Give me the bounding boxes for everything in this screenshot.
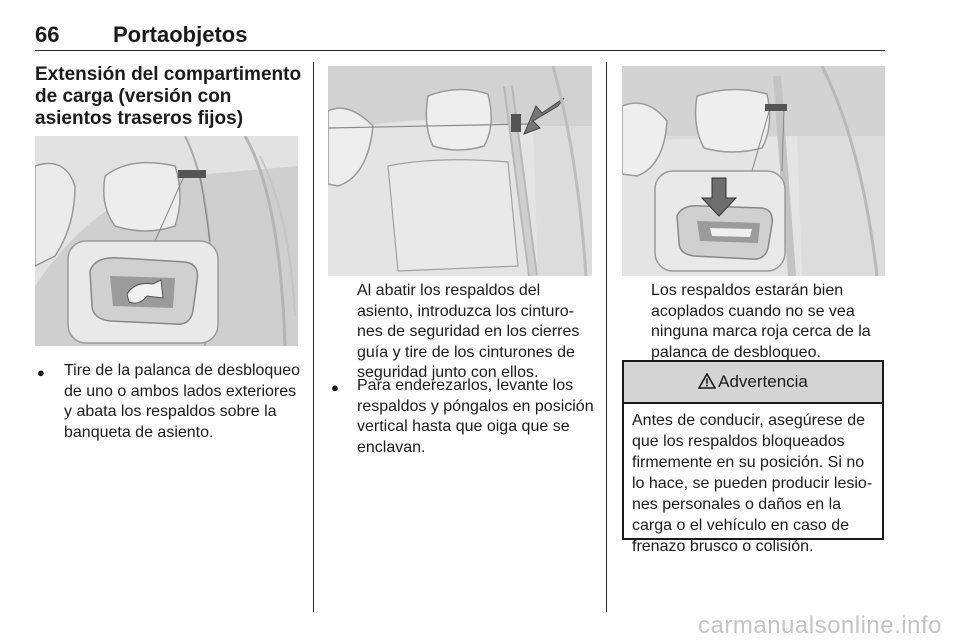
watermark: carmanualsonline.info xyxy=(698,612,942,639)
figure-release-lever xyxy=(35,136,298,346)
figure-seat-belt xyxy=(328,66,592,276)
page-number: 66 xyxy=(35,22,60,47)
warning-text: Antes de conducir, asegúrese de que los respaldos bloqueados firmemente en su posición. Si no lo hace, se pueden producir lesio-nes personales o daños en la carga o el vehículo en caso de frenazo brusco o colisión. xyxy=(632,412,873,555)
bullet-dot: ● xyxy=(37,365,45,380)
column-divider xyxy=(313,62,314,612)
paragraph-latched: Los respaldos estarán bien acoplados cuando no se vea ninguna marca roja cerca de la palanca de desbloqueo. xyxy=(651,282,871,361)
instruction-bullet: Para enderezarlos, levante los respaldos y póngalos en posición vertical hasta que oiga que se enclavan. xyxy=(357,377,594,456)
bullet-dot: ● xyxy=(331,380,339,395)
section-title: Extensión del compartimento de carga (versión con asientos traseros fijos) xyxy=(35,64,302,129)
warning-triangle-icon xyxy=(698,373,716,394)
page-heading: Portaobjetos xyxy=(113,22,248,47)
warning-header xyxy=(624,362,882,404)
figure-latched-backrest xyxy=(622,66,885,276)
warning-box xyxy=(622,360,884,555)
paragraph-seat-belts: Al abatir los respaldos del asiento, introduzca los cinturo-nes de seguridad en los cierres guía y tire de los cinturones de seguridad junto con ellos. xyxy=(357,282,580,382)
warning-title-row xyxy=(624,372,882,394)
column-divider xyxy=(606,62,607,612)
warning-title: Advertencia xyxy=(718,372,808,391)
header-rule xyxy=(35,50,885,51)
instruction-bullet: Tire de la palanca de desbloqueo de uno o ambos lados exteriores y abata los respaldos sobre la banqueta de asiento. xyxy=(64,362,301,441)
